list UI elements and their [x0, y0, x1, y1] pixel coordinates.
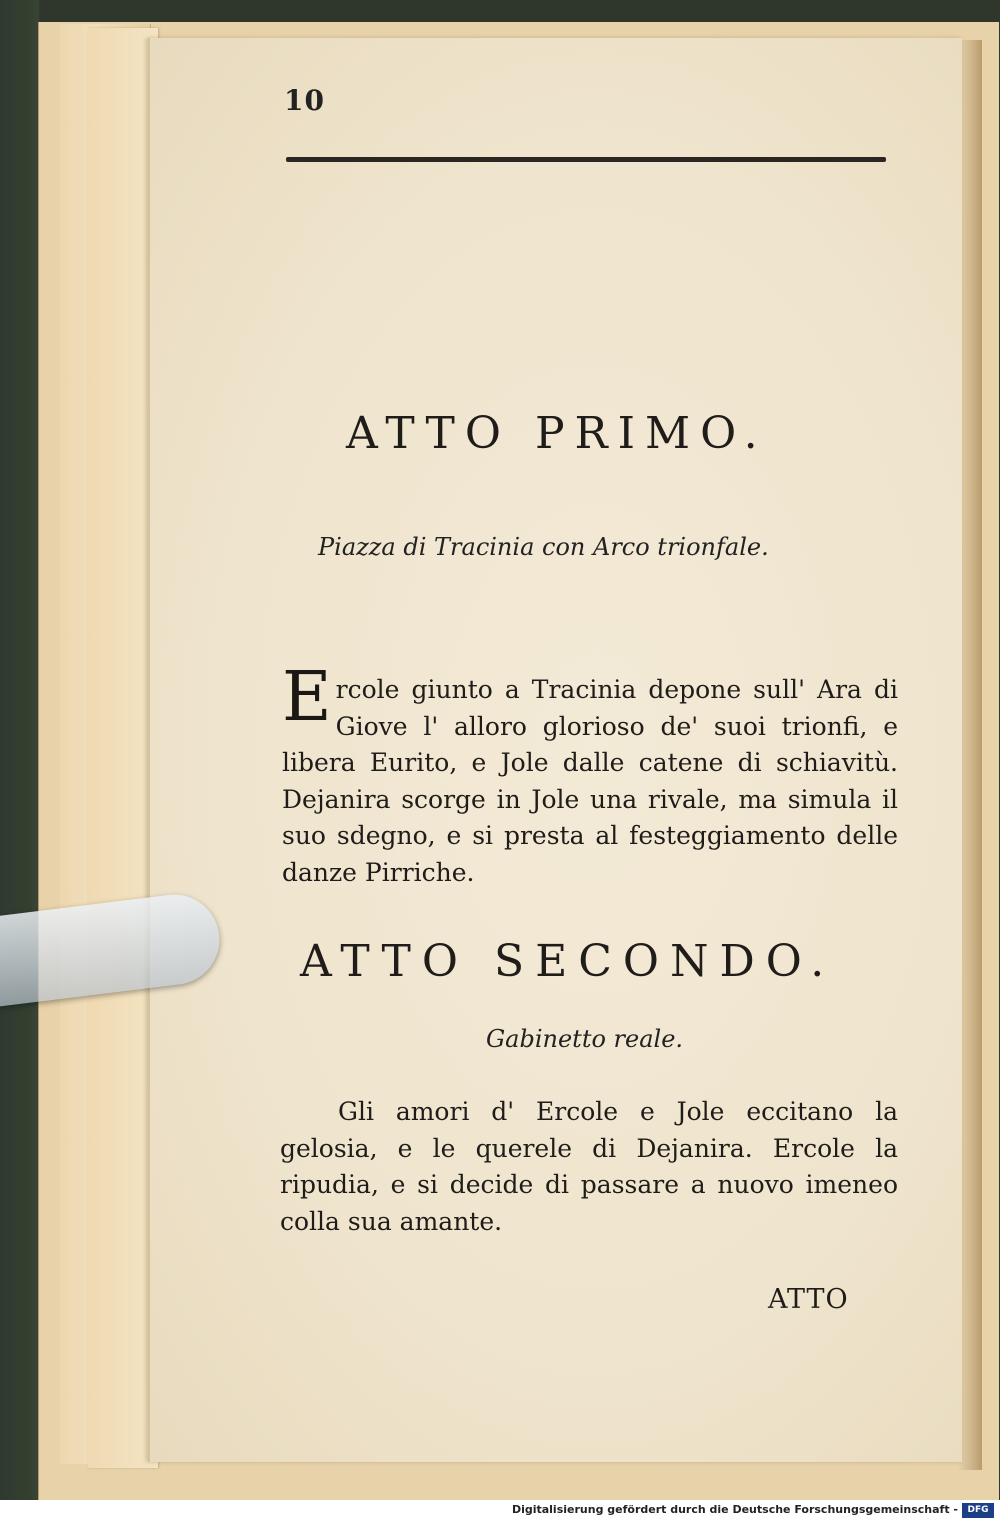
- act1-scene: Piazza di Tracinia con Arco trionfale.: [318, 533, 769, 561]
- header-rule: [286, 157, 886, 162]
- page-number: 10: [284, 84, 325, 117]
- drop-capital: E: [282, 658, 332, 737]
- act2-paragraph: Gli amori d' Ercole e Jole eccitano la gelosia, e le querele di Dejanira. Ercole la ripudia, e si decide di passare a nuovo imeneo colla sua amante.: [280, 1097, 898, 1236]
- footer-bar: [0, 1500, 1000, 1521]
- catchword: ATTO: [768, 1284, 849, 1315]
- act1-text: rcole giunto a Tracinia depone sull' Ara di Giove l' alloro glorioso de' suoi trionfi, e libera Eurito, e Jole dalle catene di schiavitù. Dejanira scorge in Jole una rivale, ma simula il suo sdegno, e si presta al festeggiamento delle danze Pirriche.: [282, 675, 898, 887]
- act2-scene: Gabinetto reale.: [486, 1025, 684, 1053]
- act2-title: ATTO SECONDO.: [300, 936, 836, 987]
- act1-title: ATTO PRIMO.: [346, 408, 768, 459]
- act1-paragraph: [282, 658, 898, 891]
- footer-credit: Digitalisierung gefördert durch die Deutsche Forschungsgemeinschaft -: [511, 1503, 958, 1516]
- dfg-logo-icon: DFG: [962, 1503, 994, 1518]
